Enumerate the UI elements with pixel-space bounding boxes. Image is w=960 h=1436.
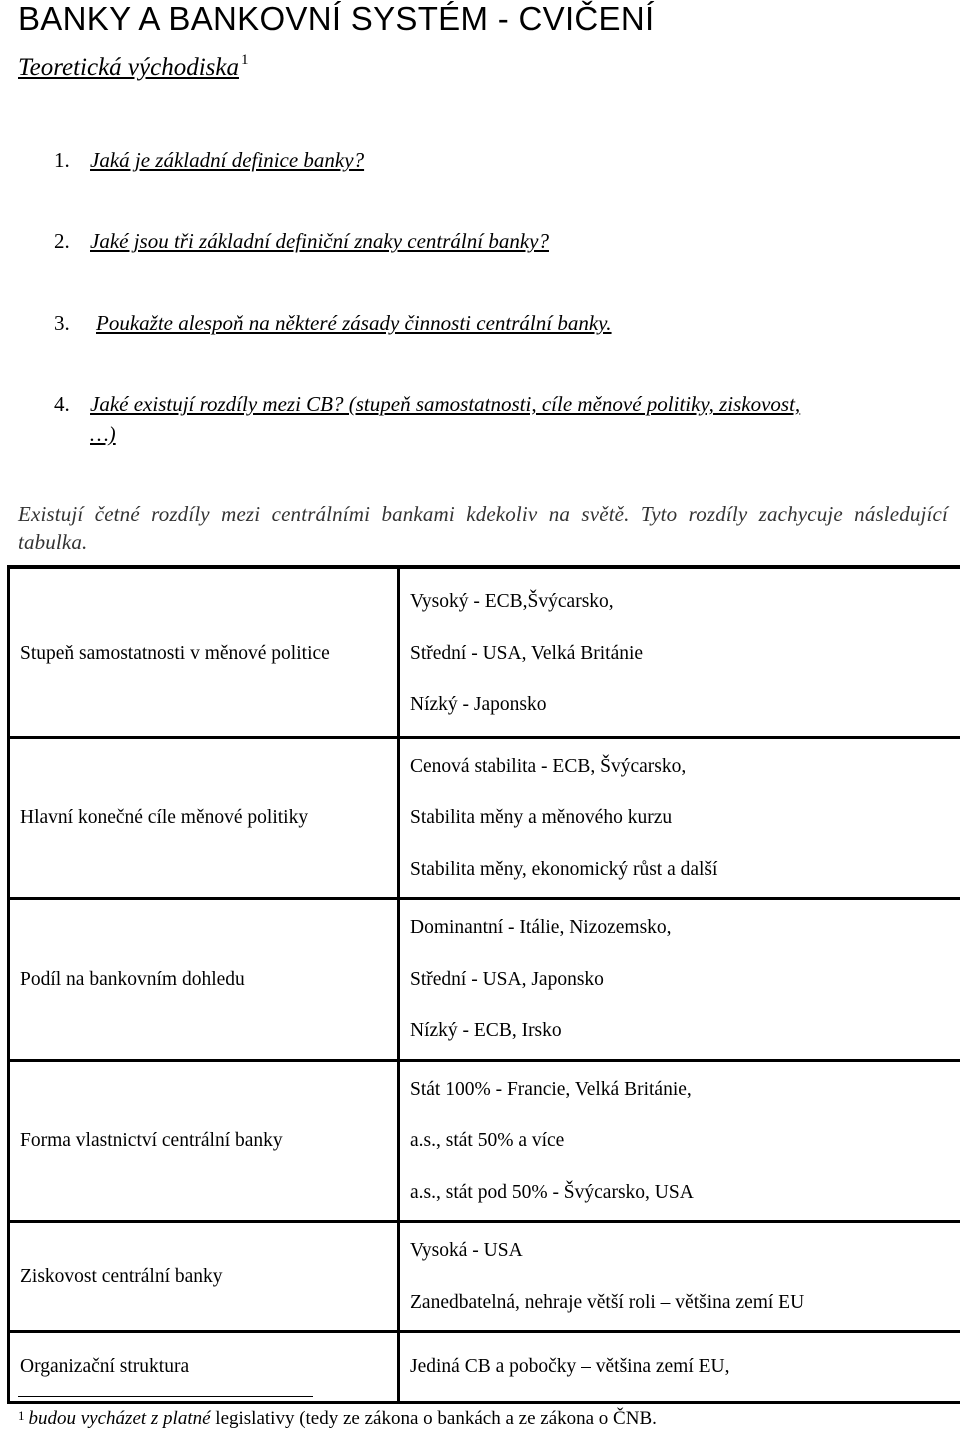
question-text: Jaká je základní definice banky? <box>90 148 365 172</box>
row-value: Nízký - ECB, Irsko <box>410 1020 562 1041</box>
question-number: 1. <box>54 148 70 172</box>
row-values <box>399 899 960 1061</box>
row-value: Jediná CB a pobočky – většina zemí EU, <box>410 1356 730 1378</box>
row-value: a.s., stát 50% a více <box>410 1130 565 1151</box>
row-values <box>399 567 960 737</box>
question-number: 4. <box>54 392 70 416</box>
question-number: 2. <box>54 229 70 253</box>
row-label: Stupeň samostatnosti v měnové politice <box>9 567 399 737</box>
footnote <box>18 1408 657 1430</box>
section-heading <box>18 54 249 82</box>
table-row <box>9 899 960 1061</box>
row-value: Stabilita měny, ekonomický růst a další <box>410 858 718 880</box>
question-4 <box>54 392 800 417</box>
table-row <box>9 567 960 737</box>
footnote-mark: 1 <box>18 1408 25 1423</box>
central-bank-differences-table <box>7 565 960 1404</box>
row-value: Stát 100% - Francie, Velká Británie, <box>410 1078 692 1100</box>
question-number: 3. <box>54 311 70 335</box>
question-text: Poukažte alespoň na některé zásady činnosti centrální banky. <box>96 311 612 335</box>
row-value: Nízký - Japonsko <box>410 694 547 715</box>
row-label: Hlavní konečné cíle měnové politiky <box>9 737 399 899</box>
row-value: Střední - USA, Japonsko <box>410 968 604 990</box>
footnote-text: legislativy (tedy ze zákona o bankách a ze zákona o ČNB. <box>210 1408 657 1429</box>
table-row <box>9 737 960 899</box>
row-value: Cenová stabilita - ECB, Švýcarsko, <box>410 755 687 777</box>
row-value: Střední - USA, Velká Británie <box>410 642 644 664</box>
question-1 <box>54 148 364 173</box>
row-label: Organizační struktura <box>9 1332 399 1403</box>
row-values <box>399 737 960 899</box>
question-4-continuation: …) <box>90 422 116 446</box>
row-label: Ziskovost centrální banky <box>9 1222 399 1332</box>
table-row <box>9 1222 960 1332</box>
row-values <box>399 1332 960 1403</box>
row-value: Vysoká - USA <box>410 1240 523 1261</box>
row-values <box>399 1222 960 1332</box>
row-value: a.s., stát pod 50% - Švýcarsko, USA <box>410 1181 694 1203</box>
question-text: Jaké existují rozdíly mezi CB? (stupeň samostatnosti, cíle měnové politiky, ziskovost, <box>90 392 801 416</box>
row-value: Stabilita měny a měnového kurzu <box>410 807 673 828</box>
row-values <box>399 1060 960 1222</box>
question-2 <box>54 229 549 254</box>
row-label: Forma vlastnictví centrální banky <box>9 1060 399 1222</box>
intro-paragraph: Existují četné rozdíly mezi centrálními bankami kdekoliv na světě. Tyto rozdíly zachycuje následující tabulka. <box>18 502 948 554</box>
question-text: Jaké jsou tři základní definiční znaky centrální banky? <box>90 229 549 253</box>
row-value: Vysoký - ECB,Švýcarsko, <box>410 591 614 612</box>
footnote-separator <box>18 1396 313 1397</box>
footnote-reference[interactable]: 1 <box>241 52 249 68</box>
table-row <box>9 1060 960 1222</box>
document-title: BANKY A BANKOVNÍ SYSTÉM - CVIČENÍ <box>18 0 655 37</box>
section-heading-text: Teoretická východiska <box>18 54 239 81</box>
table-row <box>9 1332 960 1403</box>
question-3 <box>54 311 612 336</box>
footnote-italic-text: budou vycházet z platné <box>28 1408 211 1429</box>
row-value: Zanedbatelná, nehraje větší roli – většina zemí EU <box>410 1291 805 1313</box>
row-value: Dominantní - Itálie, Nizozemsko, <box>410 917 672 938</box>
row-label: Podíl na bankovním dohledu <box>9 899 399 1061</box>
